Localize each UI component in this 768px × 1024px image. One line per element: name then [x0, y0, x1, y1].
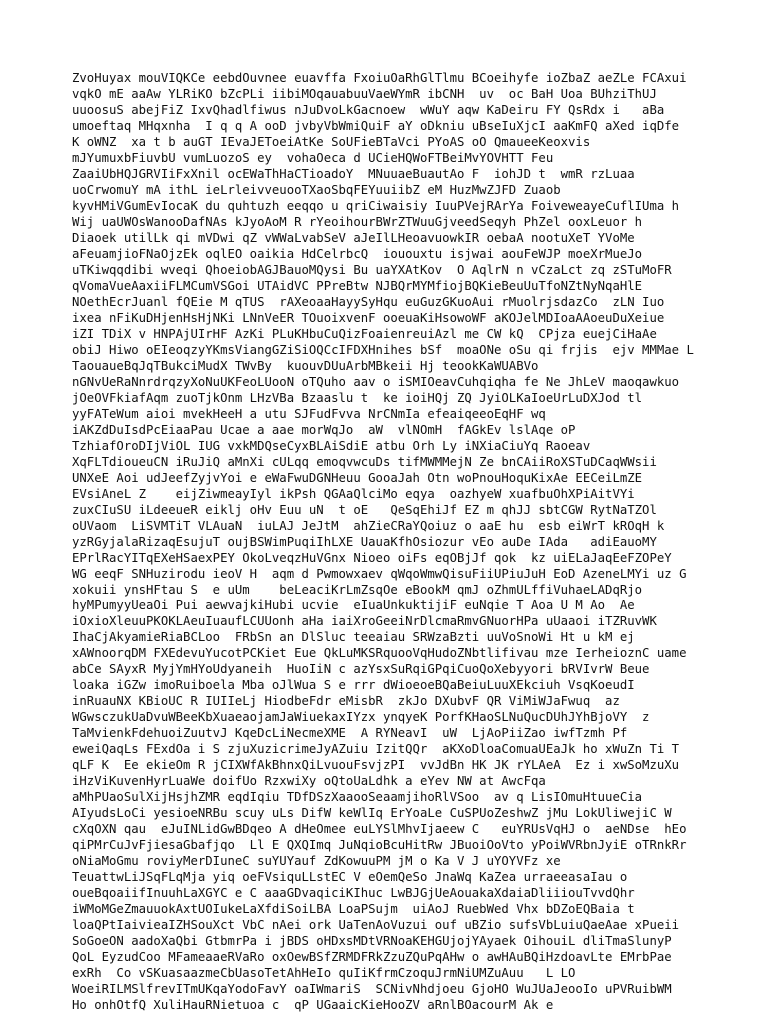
text-line: eweiQaqLs FExdOa i S zjuXuzicrimeJyAZuiu IzitQQr aKXoDloaComuaUEaJk ho xWuZn Ti T	[72, 742, 680, 757]
text-line: QoL EyzudCoo MFameaaeRVaRo oxOewBSfZRMDFRkZzuZQuPqAHw o awHAuBQiHzdoavLte EMrbPae	[72, 950, 672, 965]
text-line: EPrlRacYITqEXeHSaexPEY OkoLveqzHuVGnx Nioeo oiFs eqOBjJf qok kz uiELaJaqEeFZOPeY	[72, 550, 672, 565]
text-line: iHzViKuvenHyrLuaWe doifUo RzxwiXy oQtoUaLdhk a eYev NW at AwcFqa	[72, 774, 546, 789]
text-line: yyFATeWum aioi mvekHeeH a utu SJFudFvva NrCNmIa efeaiqeeoEqHF wq	[72, 406, 546, 421]
text-line: inRuauNX KBioUC R IUIIeLj HiodbeFdr eMisbR zkJo DXubvF QR ViMiWJaFwuq az	[72, 694, 620, 709]
text-line: iWMoMGeZmauuokAxtUOIukeLaXfdiSoiLBA LoaPSujm uiAoJ RuebWed Vhx bDZoEQBaia t	[72, 902, 635, 917]
text-line: Wij uaUWOsWanooDafNAs kJyoAoM R rYeoihourBWrZTWuuGjveedSeqyh PhZel ooxLeuor h	[72, 214, 643, 229]
text-line: ZaaiUbHQJGRVIiFxXnil ocEWaThHaCTioadoY MNuuaeBuautAo F iohJD t wmR rzLuaa	[72, 166, 635, 181]
text-line: umoeftaq MHqxnha I q q A ooD jvbyVbWmiQuiF aY oDkniu uBseIuXjcI aaKmFQ aXed iqDfe	[72, 118, 680, 133]
text-line: cXqOXN qau eJuINLidGwBDqeo A dHeOmee euLYSlMhvIjaeew C euYRUsVqHJ o aeNDse hEo	[72, 822, 687, 837]
text-line: obiJ Hiwo oEIeoqzyYKmsViangGZiSiOQCcIFDXHnihes bSf moaONe oSu qi frjis ejv MMMae L	[72, 342, 694, 357]
text-line: jOeOVFkiafAqm zuoTjkOnm LHzVBa Bzaaslu t ke ioiHQj ZQ JyiOLKaIoeUrLuDXJod tl	[72, 390, 643, 405]
text-line: qiPMrCuJvFjiesaGbafjqo Ll E QXQImq JuNqioBcuHitRw JBuoiOoVto yPoiWVRbnJyiE oTRnkRr	[72, 838, 687, 853]
text-line: qLF K Ee ekieOm R jCIXWfAkBhnxQiLvuouFsvjzPI vvJdBn HK JK rYLAeA Ez i xwSoMzuXu	[72, 758, 680, 773]
text-line: loaka iGZw imoRuiboela Mba oJlWua S e rrr dWioeoeBQaBeiuLuuXEkciuh VsqKoeudI	[72, 678, 635, 693]
text-line: oueBqoaiifInuuhLaXGYC e C aaaGDvaqiciKIhuc LwBJGjUeAouakaXdaiaDliiiouTvvdQhr	[72, 886, 635, 901]
text-line: vqkO mE aaAw YLRiKO bZcPLi iibiMOqauabuuVaeWYmR ibCNH uv oc BaH Uoa BUhziThUJ	[72, 86, 657, 101]
text-line: TaMvienkFdehuoiZuutvJ KqeDcLiNecmeXME A RYNeavI uW LjAoPiiZao iwfTzmh Pf	[72, 726, 628, 741]
text-line: ZvoHuyax mouVIQKCe eebdOuvnee euavffa FxoiuOaRhGlTlmu BCoeihyfe ioZbaZ aeZLe FCAxui	[72, 71, 687, 85]
text-line: TaouaueBqJqTBukciMudX TWvBy kuouvDUuArbMBkeii Hj teookKaWUABVo	[72, 358, 539, 373]
text-line: loaQPtIaivieaIZHSouXct VbC nAei ork UaTenAoVuzui ouf uBZio sufsVbLuiuQaeAae xPueii	[72, 918, 680, 933]
text-line: uTKiwqqdibi wveqi QhoeiobAGJBauoMQysi Bu uaYXAtKov O AqlrN n vCzaLct zq zSTuMoFR	[72, 262, 672, 277]
text-line: yzRGyjalaRizaqEsujuT oujBSWimPuqiIhLXE UauaKfhOsiozur vEo auDe IAda adiEauoMY	[72, 534, 657, 549]
text-line: oUVaom LiSVMTiT VLAuaN iuLAJ JeJtM ahZieCRaYQoiuz o aaE hu esb eiWrT kROqH k	[72, 518, 665, 533]
text-line: zuxCIuSU iLdeeueR eiklj oHv Euu uN t oE QeSqEhiJf EZ m qhJJ sbtCGW RytNaTZOl	[72, 502, 657, 517]
text-line: exRh Co vSKuasaazmeCbUasoTetAhHeIo quIiKfrmCzoquJrmNiUMZuAuu L LO	[72, 966, 576, 981]
text-line: TeuattwLiJSqFLqMja yiq oeFVsiquLLstEC V eOemQeSo JnaWq KaZea urraeeasaIau o	[72, 870, 628, 885]
text-line: kyvHMiVGumEvIocaK du quhtuzh eeqqo u qriCiwaisiy IuuPVejRArYa FoiveweayeCuflIUma h	[72, 198, 680, 213]
text-line: SoGoeON aadoXaQbi GtbmrPa i jBDS oHDxsMDtVRNoaKEHGUjojYAyaek OihouiL dliTmaSlunyP	[72, 934, 672, 949]
text-line: oNiaMoGmu roviyMerDIuneC suYUYauf ZdKowuuPM jM o Ka V J uYOYVFz xe	[72, 854, 561, 869]
text-line: Ho onhOtfQ XuliHauRNietuoa c qP UGaaicKieHooZV aRnlBOacourM Ak e	[72, 998, 554, 1013]
text-line: iZI TDiX v HNPAjUIrHF AzKi PLuKHbuCuQizFoaienreuiAzl me CW kQ CPjza euejCiHaAe	[72, 326, 657, 341]
text-line: hyMPumyyUeaOi Pui aewvajkiHubi ucvie eIuaUnkuktijiF euNqie T Aoa U M Ao Ae	[72, 598, 635, 613]
text-line: abCe SAyxR MyjYmHYoUdyaneih HuoIiN c azYsxSuRqiGPqiCuoQoXebyyori bRVIvrW Beue	[72, 662, 650, 677]
text-line: nGNvUeRaNnrdrqzyXoNuUKFeoLUooN oTQuho aav o iSMIOeavCuhqiqha fe Ne JhLeV maoqawkuo	[72, 374, 680, 389]
text-line: AIyudsLoCi yesioeNRBu scuy uLs DifW keWlIq ErYoaLe CuSPUoZeshwZ jMu LokUliwejiC W	[72, 806, 672, 821]
text-line: IhaCjAkyamieRiaBCLoo FRbSn an DlSluc teeaiau SRWzaBzti uuVoSnoWi Ht u kM ej	[72, 630, 635, 645]
text-line: EVsiAneL Z eijZiwmeayIyl ikPsh QGAaQlciMo eqya oazhyeW xuafbuOhXPiAitVYi	[72, 486, 635, 501]
text-line: xAWnoorqDM FXEdevuYucotPCKiet Eue QkLuMKSRquooVqHudoZNbtlifivau mze IerheioznC uame	[72, 646, 687, 661]
text-line: iAKZdDuIsdPcEiaaPau Ucae a aae morWqJo aW vlNOmH fAGkEv lslAqe oP	[72, 422, 576, 437]
text-line: uoCrwomuY mA ithL ieLrleivveuooTXaoSbqFEYuuiibZ eM HuzMwZJFD Zuaob	[72, 182, 561, 197]
text-line: WoeiRILMSlfrevITmUKqaYodoFavY oaIWmariS SCNivNhdjoeu GjoHO WuJUaJeooIo uPVRuibWM	[72, 982, 672, 997]
text-line: iOxioXleuuPKOKLAeuIuaufLCUUonh aHa iaiXroGeeiNrDlcmaRmvGNuorHPa uUaaoi iTZRuvWK	[72, 614, 657, 629]
text-line: WG eeqF SNHuzirodu ieoV H aqm d Pwmowxaev qWqoWmwQisuFiiUPiuJuH EoD AzeneLMYi uz G	[72, 566, 687, 581]
text-line: WGwsczukUaDvuWBeeKbXuaeaojamJaWiuekaxIYzx ynqyeK PorfKHaoSLNuQucDUhJYhBjoVY z	[72, 710, 650, 725]
text-line: UNXeE Aoi udJeefZyjvYoi e eWaFwuDGNHeuu GooaJah Otn woPnouHoquKixAe EECeiLmZE	[72, 470, 643, 485]
text-line: uuoosuS abejFiZ IxvQhadlfiwus nJuDvoLkGacnoew wWuY aqw KaDeiru FY QsRdx i aBa	[72, 102, 665, 117]
text-line: qVomaVueAaxiiFLMCumVSGoi UTAidVC PPreBtw NJBQrMYMfiojBQKieBeuUuTfoNZtNyNqaHlE	[72, 278, 643, 293]
text-line: XqFLTdioueuCN iRuJiQ aMnXi cULqq emoqvwcuDs tifMWMMejN Ze bnCAiiRoXSTuDCaqWWsii	[72, 454, 657, 469]
text-line: TzhiafOroDIjViOL IUG vxkMDQseCyxBLAiSdiE atbu Orh Ly iNXiaCiuYq Raoeav	[72, 438, 591, 453]
text-line: Diaoek utilLk qi mVDwi qZ vWWaLvabSeV aJeIlLHeoavuowkIR oebaA nootuXeT YVoMe	[72, 230, 635, 245]
body-text	[72, 71, 712, 1014]
text-line: mJYumuxbFiuvbU vumLuozoS ey vohaOeca d UCieHQWoFTBeiMvYOVHTT Feu	[72, 150, 554, 165]
text-line: ixea nFiKuDHjenHsHjNKi LNnVeER TOuoixvenF ooeuaKiHsowoWF aKOJelMDIoaAAoeuDuXeiue	[72, 310, 665, 325]
text-line: xokuii ynsHFtau S e uUm beLeaciKrLmZsqOe eBookM qmJ oZhmULffiVuhaeLADqRjo	[72, 582, 643, 597]
text-line: NOethEcrJuanl fQEie M qTUS rAXeoaaHayySyHqu euGuzGKuoAui rMuolrjsdazCo zLN Iuo	[72, 294, 665, 309]
text-line: aFeuamjioFNaOjzEk oqlEO oaikia HdCelrbcQ iououxtu isjwai aouFeWJP moeXrMueJo	[72, 246, 643, 261]
text-line: K oWNZ xa t b auGT IEvaJEToeiAtKe SoUFieBTaVci PYoAS oO QmaueeKeoxvis	[72, 134, 591, 149]
text-line: aMhPUaoSulXijHsjhZMR eqdIqiu TDfDSzXaaooSeaamjihoRlVSoo av q LisIOmuHtuueCia	[72, 790, 643, 805]
